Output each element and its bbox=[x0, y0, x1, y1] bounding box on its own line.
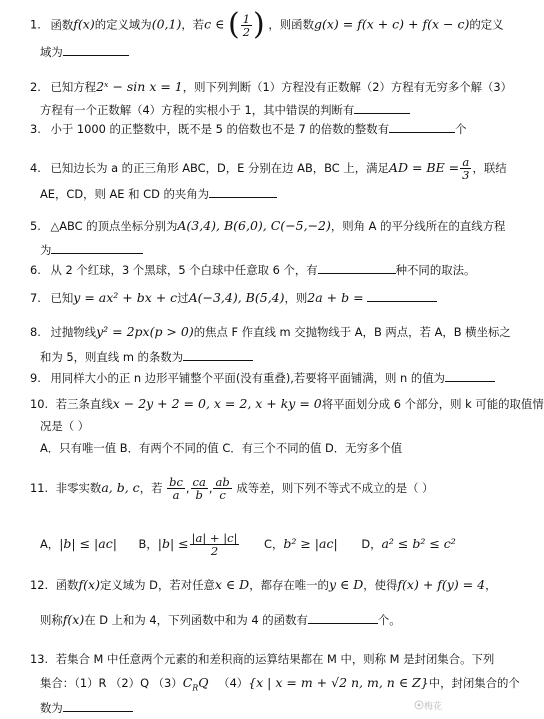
fraction-ca-over-b: $\frac{ca}{b}$ bbox=[192, 475, 206, 502]
answer-blank-5[interactable] bbox=[51, 242, 143, 254]
question-12: 12. 函数f(x)定义域为 D，若对任意x ∈ D，都存在唯一的y ∈ D，使得f(x) + f(y) = 4， bbox=[30, 577, 497, 592]
watermark-logo-icon bbox=[414, 700, 424, 710]
fraction-one-half: $\frac{1}{2}$ bbox=[242, 11, 251, 39]
fraction-abs-a-plus-c-over-2: $\frac{|a| + |c|}{2}$ bbox=[191, 531, 238, 558]
fraction-ab-over-c: $\frac{ab}{c}$ bbox=[215, 475, 230, 502]
answer-blank-3[interactable] bbox=[389, 121, 455, 133]
answer-blank-7[interactable] bbox=[367, 290, 437, 302]
fraction-bc-over-a: $\frac{bc}{a}$ bbox=[169, 475, 183, 502]
question-10-line2: 况是（ ） bbox=[40, 419, 90, 433]
question-11-options: A，|b| ≤ |ac| B，|b| ≤ $\frac{|a| + |c|}{2}$ C，b² ≥ |ac| D，a² ≤ b² ≤ c² bbox=[40, 531, 456, 558]
answer-blank-6[interactable] bbox=[318, 262, 396, 274]
answer-blank-12[interactable] bbox=[308, 612, 378, 624]
answer-blank-9[interactable] bbox=[445, 370, 495, 382]
question-4: 4. 已知边长为 a 的正三角形 ABC，D，E 分别在边 AB，BC 上，满足AD = BE = $\frac{a}{3}$ ，联结 bbox=[30, 155, 507, 182]
fraction-a-over-3: $\frac{a}{3}$ bbox=[462, 155, 470, 182]
question-8-line2: 和为 5，则直线 m 的条数为 bbox=[40, 349, 253, 364]
question-2-line2: 方程有一个正数解（4）方程的实根小于 1，其中错误的判断有 bbox=[40, 102, 410, 117]
answer-blank-8[interactable] bbox=[183, 349, 253, 361]
question-1: 1. 函数f(x)的定义域为(0,1)，若c ∈ ( $\frac{1}{2}$ ) ，则函数g(x) = f(x + c) + f(x − c)的定义 bbox=[30, 7, 504, 42]
answer-blank-1[interactable] bbox=[63, 44, 129, 56]
question-13: 13. 若集合 M 中任意两个元素的和差积商的运算结果都在 M 中，则称 M 是封闭集合。下列 bbox=[30, 652, 495, 666]
question-10-options: A．只有唯一值 B．有两个不同的值 C．有三个不同的值 D．无穷多个值 bbox=[40, 441, 403, 455]
question-7: 7. 已知y = ax² + bx + c过A(−3,4), B(5,4)，则2a + b = bbox=[30, 290, 437, 305]
answer-blank-13[interactable] bbox=[63, 700, 133, 712]
answer-blank-4[interactable] bbox=[209, 186, 277, 198]
question-5-line2: 为 bbox=[40, 242, 143, 257]
question-12-line2: 则称f(x)在 D 上和为 4，下列函数中和为 4 的函数有 个。 bbox=[40, 612, 401, 627]
watermark-text: 梅花 bbox=[424, 702, 443, 712]
question-11: 11. 非零实数a, b, c，若 $\frac{bc}{a}$ , $\frac{ca}{b}$ , $\frac{ab}{c}$ 成等差，则下列不等式不成立的是（ ） bbox=[30, 475, 434, 502]
question-4-line2: AE，CD，则 AE 和 CD 的夹角为 bbox=[40, 186, 277, 201]
question-1-line2: 域为 bbox=[40, 44, 129, 59]
question-9: 9. 用同样大小的正 n 边形平铺整个平面(没有重叠),若要将平面铺满，则 n 的值为 bbox=[30, 370, 495, 385]
question-5: 5. △ABC 的顶点坐标分别为A(3,4), B(6,0), C(−5,−2)，则角 A 的平分线所在的直线方程 bbox=[30, 218, 506, 233]
question-10: 10. 若三条直线x − 2y + 2 = 0, x = 2, x + ky = 0将平面划分成 6 个部分，则 k 可能的取值情 bbox=[30, 396, 544, 411]
question-3: 3. 小于 1000 的正整数中，既不是 5 的倍数也不是 7 的倍数的整数有 个 bbox=[30, 122, 467, 136]
question-8: 8. 过抛物线y² = 2px(p > 0)的焦点 F 作直线 m 交抛物线于 A，B 两点，若 A，B 横坐标之 bbox=[30, 324, 511, 339]
question-13-line2: 集合：（1）R （2）Q $(3)C_RQ$ （4）{x | x = m + √2 n, m, n ∈ Z}中，封闭集合的个 bbox=[40, 675, 520, 693]
question-6: 6. 从 2 个红球，3 个黑球，5 个白球中任意取 6 个，有 种不同的取法。 bbox=[30, 263, 476, 277]
question-2: 2. 已知方程2ˣ − sin x = 1，则下列判断（1）方程没有正数解（2）方程有无穷多个解（3） bbox=[30, 79, 513, 94]
question-13-line3: 数为 bbox=[40, 700, 133, 715]
answer-blank-2[interactable] bbox=[354, 102, 410, 114]
